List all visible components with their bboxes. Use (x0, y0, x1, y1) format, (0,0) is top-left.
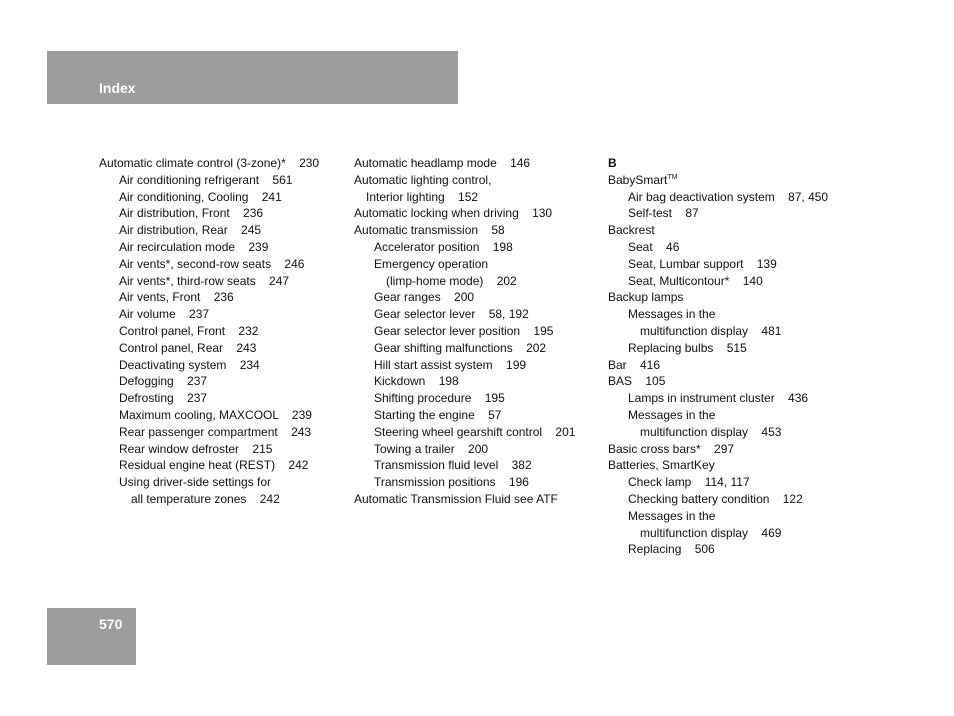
index-entry (608, 541, 828, 558)
index-entry (608, 357, 828, 374)
index-entry (99, 205, 319, 222)
index-entry-text: Using driver-side settings for (119, 475, 272, 490)
index-entry (608, 457, 828, 474)
index-entry (608, 256, 828, 273)
index-entry-text: Air recirculation mode 239 (119, 239, 269, 254)
index-entry (99, 474, 319, 491)
index-entry (99, 189, 319, 206)
index-entry (99, 172, 319, 189)
index-entry (354, 357, 575, 374)
index-entry (354, 491, 575, 508)
index-entry (99, 306, 319, 323)
index-entry-text: Air distribution, Rear 245 (119, 223, 262, 238)
index-entry-text: Messages in the (628, 508, 716, 523)
index-entry (608, 205, 828, 222)
index-entry (608, 407, 828, 424)
index-entry (354, 373, 575, 390)
index-entry-text: Automatic transmission 58 (354, 223, 505, 238)
index-entry-text: Seat, Multicontour* 140 (628, 273, 763, 288)
index-entry-text: Automatic climate control (3-zone)* 230 (99, 156, 320, 170)
index-entry (99, 357, 319, 374)
index-entry (354, 407, 575, 424)
index-entry-text: Seat, Lumbar support 139 (628, 256, 777, 271)
index-entry-text: Residual engine heat (REST) 242 (119, 458, 309, 473)
index-entry-text: Batteries, SmartKey (608, 458, 715, 473)
index-entry-text: Towing a trailer 200 (374, 441, 489, 456)
index-entry (99, 239, 319, 256)
index-entry (354, 273, 575, 290)
index-entry-text: Air vents*, third-row seats 247 (119, 273, 290, 288)
index-entry-text: Bar 416 (608, 357, 661, 372)
index-entry-text: Control panel, Front 232 (119, 323, 259, 338)
index-entry-text: Gear selector lever position 195 (374, 323, 554, 338)
index-entry-text: Accelerator position 198 (374, 239, 513, 254)
index-entry (608, 525, 828, 542)
index-entry-text: Air vents*, second-row seats 246 (119, 256, 305, 271)
index-entry-text: Deactivating system 234 (119, 357, 260, 372)
index-entry-text: Defrosting 237 (119, 391, 208, 406)
index-entry (99, 390, 319, 407)
index-entry (354, 457, 575, 474)
index-entry (99, 155, 319, 172)
index-entry (608, 508, 828, 525)
index-entry (99, 273, 319, 290)
index-entry (608, 491, 828, 508)
index-entry (354, 189, 575, 206)
index-entry (354, 424, 575, 441)
index-entry (354, 222, 575, 239)
index-entry (608, 474, 828, 491)
index-entry (354, 474, 575, 491)
index-entry (354, 323, 575, 340)
index-entry (354, 390, 575, 407)
index-entry-text: Gear ranges 200 (374, 290, 475, 305)
page-number-tab (47, 608, 136, 665)
index-entry (99, 340, 319, 357)
index-entry-text: Automatic headlamp mode 146 (354, 156, 531, 170)
index-entry (608, 390, 828, 407)
index-column-1 (99, 155, 319, 508)
index-entry (354, 289, 575, 306)
index-entry-text: Air distribution, Front 236 (119, 206, 264, 221)
index-entry (608, 239, 828, 256)
index-entry-text: multifunction display 469 (640, 525, 782, 540)
trademark-superscript: TM (667, 173, 678, 181)
index-entry-text: BabySmart (608, 172, 668, 187)
index-entry (354, 155, 575, 172)
index-entry (99, 373, 319, 390)
index-entry-text: Control panel, Rear 243 (119, 340, 257, 355)
index-entry (99, 424, 319, 441)
index-entry-text: Gear shifting malfunctions 202 (374, 340, 547, 355)
index-entry-text: Messages in the (628, 307, 716, 322)
index-entry-text: Self-test 87 (628, 206, 699, 221)
index-entry-text: Lamps in instrument cluster 436 (628, 391, 809, 406)
index-entry-text: Basic cross bars* 297 (608, 441, 735, 456)
index-entry (608, 222, 828, 239)
index-entry-text: Maximum cooling, MAXCOOL 239 (119, 407, 312, 422)
index-entry-text: Messages in the (628, 407, 716, 422)
index-entry-text: Defogging 237 (119, 374, 208, 389)
index-entry-text: (limp-home mode) 202 (386, 273, 517, 288)
index-entry (608, 373, 828, 390)
index-entry (354, 256, 575, 273)
index-entry (99, 407, 319, 424)
index-entry-text: Transmission positions 196 (374, 475, 529, 490)
page-number: 570 (99, 616, 123, 632)
index-entry (354, 306, 575, 323)
index-entry (99, 491, 319, 508)
index-entry (354, 205, 575, 222)
index-entry-text: Seat 46 (628, 239, 680, 254)
index-entry-text: Shifting procedure 195 (374, 391, 505, 406)
index-entry (608, 172, 828, 189)
index-entry-text: Replacing 506 (628, 542, 715, 557)
index-entry (354, 239, 575, 256)
index-entry-text: all temperature zones 242 (131, 491, 280, 506)
index-entry-text: Backup lamps (608, 290, 684, 305)
index-entry (99, 256, 319, 273)
index-entry-text: Backrest (608, 223, 655, 238)
index-entry-text: Steering wheel gearshift control 201 (374, 424, 576, 439)
index-entry-text: Rear window defroster 215 (119, 441, 273, 456)
index-entry (608, 289, 828, 306)
index-entry-text: Air bag deactivation system 87, 450 (628, 189, 829, 204)
index-entry-text: BAS 105 (608, 374, 666, 389)
index-entry (99, 323, 319, 340)
index-entry (608, 441, 828, 458)
index-entry-text: Automatic lighting control, (354, 172, 492, 187)
index-entry (354, 172, 575, 189)
index-entry-text: B (608, 156, 617, 170)
index-entry (99, 457, 319, 474)
index-entry (608, 424, 828, 441)
index-entry-text: Automatic Transmission Fluid see ATF (354, 491, 558, 506)
index-column-2 (354, 155, 575, 508)
index-entry (608, 340, 828, 357)
index-entry (608, 323, 828, 340)
index-entry-text: Replacing bulbs 515 (628, 340, 747, 355)
index-column-3 (608, 155, 828, 558)
index-entry-text: Air volume 237 (119, 307, 210, 322)
index-entry-text: Checking battery condition 122 (628, 491, 803, 506)
index-entry (608, 306, 828, 323)
index-entry-text: Hill start assist system 199 (374, 357, 527, 372)
index-entry-text: multifunction display 481 (640, 323, 782, 338)
index-entry (99, 222, 319, 239)
index-entry-text: Kickdown 198 (374, 374, 459, 389)
index-entry-text: Interior lighting 152 (366, 189, 479, 204)
index-entry-text: Air vents, Front 236 (119, 290, 234, 305)
index-entry-text: Transmission fluid level 382 (374, 458, 532, 473)
index-entry-text: multifunction display 453 (640, 424, 782, 439)
index-entry-text: Starting the engine 57 (374, 407, 502, 422)
page-title: Index (99, 80, 136, 96)
index-entry (354, 441, 575, 458)
index-entry-text: Air conditioning refrigerant 561 (119, 172, 293, 187)
index-entry (354, 340, 575, 357)
index-entry-text: Gear selector lever 58, 192 (374, 307, 529, 322)
header-bar (47, 51, 458, 104)
index-entry-text: Air conditioning, Cooling 241 (119, 189, 282, 204)
index-entry (608, 273, 828, 290)
index-entry-text: Emergency operation (374, 256, 489, 271)
index-section-letter (608, 155, 828, 172)
index-entry (99, 441, 319, 458)
index-entry-text: Check lamp 114, 117 (628, 475, 750, 490)
index-entry (608, 189, 828, 206)
index-entry-text: Automatic locking when driving 130 (354, 206, 553, 221)
index-entry (99, 289, 319, 306)
index-entry-text: Rear passenger compartment 243 (119, 424, 312, 439)
